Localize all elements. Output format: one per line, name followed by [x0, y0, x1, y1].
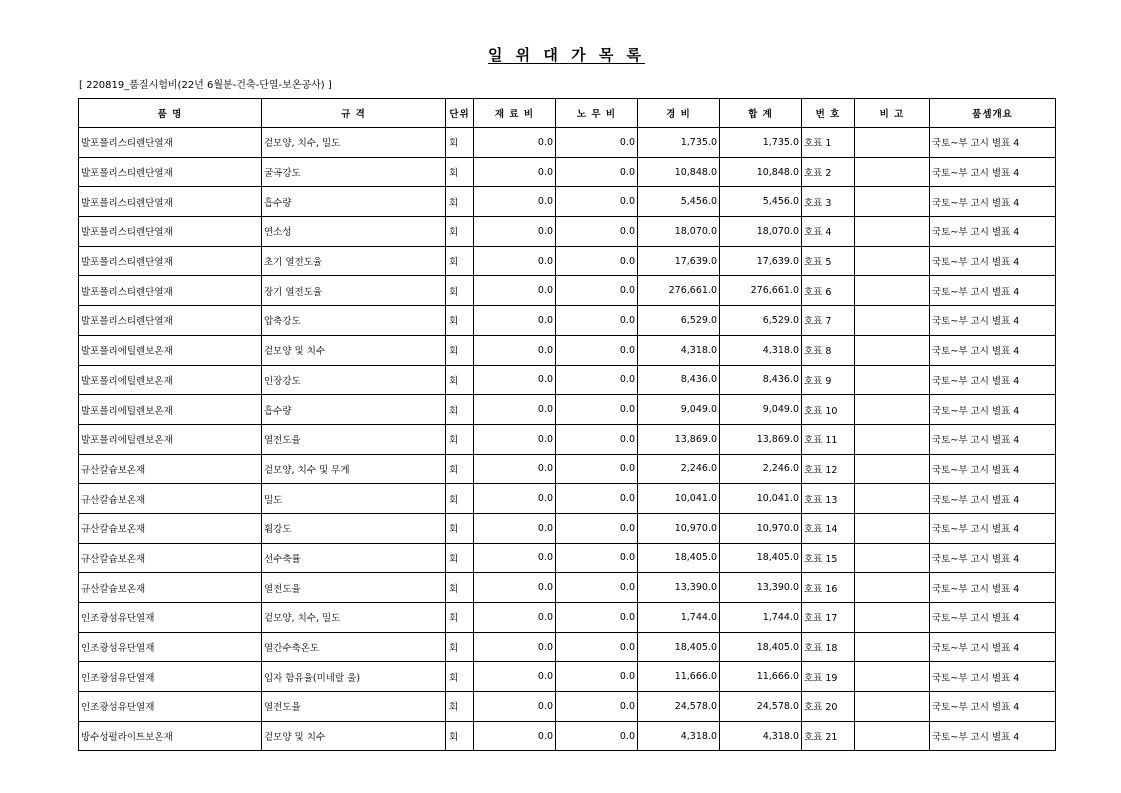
cell-number: 호표 20	[802, 692, 855, 722]
cell-spec: 연소성	[262, 217, 446, 247]
cell-spec: 입자 함유율(미네랄 울)	[262, 662, 446, 692]
cell-labor: 0.0	[556, 543, 638, 573]
cell-total: 6,529.0	[720, 306, 802, 336]
cell-total: 4,318.0	[720, 721, 802, 751]
cell-expense: 13,390.0	[638, 573, 720, 603]
cell-total: 11,666.0	[720, 662, 802, 692]
cell-spec: 겉모양 및 치수	[262, 721, 446, 751]
cell-name: 발포폴리스티렌단열재	[79, 157, 262, 187]
cell-total: 4,318.0	[720, 335, 802, 365]
cell-unit: 회	[446, 513, 474, 543]
cell-labor: 0.0	[556, 157, 638, 187]
cell-name: 발포폴리스티렌단열재	[79, 128, 262, 158]
cell-unit: 회	[446, 662, 474, 692]
table-row	[79, 157, 1056, 187]
cell-number: 호표 17	[802, 603, 855, 633]
cell-material: 0.0	[474, 513, 556, 543]
table-row	[79, 276, 1056, 306]
header-total: 합 계	[720, 99, 802, 128]
cell-number: 호표 13	[802, 484, 855, 514]
cell-spec: 흡수량	[262, 395, 446, 425]
cell-total: 18,405.0	[720, 543, 802, 573]
cell-total: 10,848.0	[720, 157, 802, 187]
cell-expense: 4,318.0	[638, 721, 720, 751]
cell-name: 규산칼슘보온재	[79, 513, 262, 543]
cell-unit: 회	[446, 692, 474, 722]
cell-basis: 국토~부 고시 별표 4	[930, 306, 1056, 336]
cell-expense: 11,666.0	[638, 662, 720, 692]
cell-name: 규산칼슘보온재	[79, 543, 262, 573]
cell-number: 호표 1	[802, 128, 855, 158]
cell-basis: 국토~부 고시 별표 4	[930, 335, 1056, 365]
cell-unit: 회	[446, 157, 474, 187]
cell-name: 발포폴리스티렌단열재	[79, 246, 262, 276]
cell-spec: 열전도율	[262, 573, 446, 603]
table-row	[79, 721, 1056, 751]
cell-total: 1,744.0	[720, 603, 802, 633]
cell-unit: 회	[446, 632, 474, 662]
cell-remark	[855, 335, 930, 365]
cell-material: 0.0	[474, 662, 556, 692]
table-row	[79, 573, 1056, 603]
cell-total: 2,246.0	[720, 454, 802, 484]
cell-unit: 회	[446, 128, 474, 158]
header-unit: 단위	[446, 99, 474, 128]
table-body	[79, 128, 1056, 751]
cell-basis: 국토~부 고시 별표 4	[930, 365, 1056, 395]
cell-labor: 0.0	[556, 395, 638, 425]
cell-expense: 10,041.0	[638, 484, 720, 514]
cell-material: 0.0	[474, 217, 556, 247]
cell-name: 방수성펄라이트보온재	[79, 721, 262, 751]
cell-spec: 초기 열전도율	[262, 246, 446, 276]
cell-total: 276,661.0	[720, 276, 802, 306]
cell-total: 1,735.0	[720, 128, 802, 158]
cell-expense: 1,735.0	[638, 128, 720, 158]
cell-material: 0.0	[474, 335, 556, 365]
table-row	[79, 484, 1056, 514]
cell-material: 0.0	[474, 543, 556, 573]
cell-material: 0.0	[474, 721, 556, 751]
header-expense: 경 비	[638, 99, 720, 128]
cell-expense: 276,661.0	[638, 276, 720, 306]
cell-spec: 인장강도	[262, 365, 446, 395]
page-title-text: 일 위 대 가 목 록	[487, 46, 646, 64]
cell-labor: 0.0	[556, 276, 638, 306]
table-row	[79, 513, 1056, 543]
cell-number: 호표 19	[802, 662, 855, 692]
cell-remark	[855, 454, 930, 484]
cell-spec: 열전도율	[262, 692, 446, 722]
cell-unit: 회	[446, 454, 474, 484]
table-row	[79, 335, 1056, 365]
cell-labor: 0.0	[556, 365, 638, 395]
cell-basis: 국토~부 고시 별표 4	[930, 157, 1056, 187]
cell-remark	[855, 246, 930, 276]
cell-unit: 회	[446, 424, 474, 454]
cell-name: 인조광섬유단열재	[79, 603, 262, 633]
cell-unit: 회	[446, 335, 474, 365]
cell-basis: 국토~부 고시 별표 4	[930, 246, 1056, 276]
cell-expense: 1,744.0	[638, 603, 720, 633]
cell-number: 호표 16	[802, 573, 855, 603]
cell-number: 호표 6	[802, 276, 855, 306]
cell-unit: 회	[446, 276, 474, 306]
cell-name: 발포폴리스티렌단열재	[79, 276, 262, 306]
cell-remark	[855, 217, 930, 247]
cell-expense: 10,970.0	[638, 513, 720, 543]
cell-basis: 국토~부 고시 별표 4	[930, 217, 1056, 247]
cell-number: 호표 10	[802, 395, 855, 425]
cell-spec: 열간수축온도	[262, 632, 446, 662]
cell-name: 발포폴리에틸렌보온재	[79, 335, 262, 365]
cell-expense: 10,848.0	[638, 157, 720, 187]
table-row	[79, 692, 1056, 722]
cell-labor: 0.0	[556, 128, 638, 158]
cell-labor: 0.0	[556, 662, 638, 692]
cell-labor: 0.0	[556, 603, 638, 633]
cell-name: 발포폴리스티렌단열재	[79, 187, 262, 217]
cell-remark	[855, 513, 930, 543]
cell-spec: 굴곡강도	[262, 157, 446, 187]
cell-name: 인조광섬유단열재	[79, 692, 262, 722]
cell-expense: 18,070.0	[638, 217, 720, 247]
table-row	[79, 632, 1056, 662]
unit-price-table	[78, 98, 1056, 751]
cell-name: 규산칼슘보온재	[79, 573, 262, 603]
cell-spec: 열전도율	[262, 424, 446, 454]
cell-number: 호표 21	[802, 721, 855, 751]
cell-labor: 0.0	[556, 335, 638, 365]
cell-labor: 0.0	[556, 632, 638, 662]
table-row	[79, 395, 1056, 425]
cell-spec: 선수축률	[262, 543, 446, 573]
header-labor: 노 무 비	[556, 99, 638, 128]
cell-expense: 8,436.0	[638, 365, 720, 395]
cell-labor: 0.0	[556, 692, 638, 722]
header-spec: 규 격	[262, 99, 446, 128]
cell-basis: 국토~부 고시 별표 4	[930, 543, 1056, 573]
cell-material: 0.0	[474, 187, 556, 217]
header-name: 품 명	[79, 99, 262, 128]
table-row	[79, 365, 1056, 395]
cell-spec: 겉모양, 치수, 밀도	[262, 128, 446, 158]
cell-remark	[855, 632, 930, 662]
cell-spec: 압축강도	[262, 306, 446, 336]
header-number: 번 호	[802, 99, 855, 128]
cell-unit: 회	[446, 395, 474, 425]
cell-remark	[855, 543, 930, 573]
cell-basis: 국토~부 고시 별표 4	[930, 573, 1056, 603]
cell-name: 발포폴리스티렌단열재	[79, 217, 262, 247]
cell-basis: 국토~부 고시 별표 4	[930, 276, 1056, 306]
table-row	[79, 246, 1056, 276]
cell-number: 호표 18	[802, 632, 855, 662]
table-row	[79, 424, 1056, 454]
cell-number: 호표 15	[802, 543, 855, 573]
cell-basis: 국토~부 고시 별표 4	[930, 721, 1056, 751]
cell-expense: 17,639.0	[638, 246, 720, 276]
table-row	[79, 306, 1056, 336]
cell-material: 0.0	[474, 692, 556, 722]
cell-basis: 국토~부 고시 별표 4	[930, 662, 1056, 692]
document-subtitle: [ 220819_품질시험비(22년 6월분-건축-단열-보온공사) ]	[79, 80, 332, 91]
cell-material: 0.0	[474, 603, 556, 633]
cell-spec: 밀도	[262, 484, 446, 514]
cell-total: 17,639.0	[720, 246, 802, 276]
cell-remark	[855, 424, 930, 454]
header-remark: 비 고	[855, 99, 930, 128]
cell-material: 0.0	[474, 454, 556, 484]
cell-unit: 회	[446, 603, 474, 633]
cell-name: 규산칼슘보온재	[79, 484, 262, 514]
cell-expense: 13,869.0	[638, 424, 720, 454]
cell-number: 호표 9	[802, 365, 855, 395]
cell-expense: 2,246.0	[638, 454, 720, 484]
cell-total: 9,049.0	[720, 395, 802, 425]
cell-expense: 24,578.0	[638, 692, 720, 722]
cell-unit: 회	[446, 721, 474, 751]
cell-number: 호표 7	[802, 306, 855, 336]
cell-total: 10,970.0	[720, 513, 802, 543]
cell-name: 규산칼슘보온재	[79, 454, 262, 484]
table-row	[79, 454, 1056, 484]
cell-remark	[855, 128, 930, 158]
cell-total: 8,436.0	[720, 365, 802, 395]
cell-spec: 겉모양, 치수 및 무게	[262, 454, 446, 484]
cell-total: 10,041.0	[720, 484, 802, 514]
cell-basis: 국토~부 고시 별표 4	[930, 128, 1056, 158]
cell-basis: 국토~부 고시 별표 4	[930, 454, 1056, 484]
cell-basis: 국토~부 고시 별표 4	[930, 632, 1056, 662]
cell-material: 0.0	[474, 573, 556, 603]
cell-spec: 장기 열전도율	[262, 276, 446, 306]
cell-material: 0.0	[474, 246, 556, 276]
cell-basis: 국토~부 고시 별표 4	[930, 424, 1056, 454]
cell-expense: 18,405.0	[638, 543, 720, 573]
cell-number: 호표 8	[802, 335, 855, 365]
cell-number: 호표 3	[802, 187, 855, 217]
cell-labor: 0.0	[556, 454, 638, 484]
cell-remark	[855, 395, 930, 425]
cell-spec: 겉모양 및 치수	[262, 335, 446, 365]
cell-name: 발포폴리에틸렌보온재	[79, 424, 262, 454]
cell-remark	[855, 484, 930, 514]
cell-remark	[855, 662, 930, 692]
cell-labor: 0.0	[556, 484, 638, 514]
cell-name: 인조광섬유단열재	[79, 662, 262, 692]
cell-expense: 5,456.0	[638, 187, 720, 217]
cell-unit: 회	[446, 484, 474, 514]
cell-unit: 회	[446, 543, 474, 573]
header-material: 재 료 비	[474, 99, 556, 128]
cell-remark	[855, 365, 930, 395]
cell-basis: 국토~부 고시 별표 4	[930, 187, 1056, 217]
cell-expense: 4,318.0	[638, 335, 720, 365]
cell-basis: 국토~부 고시 별표 4	[930, 513, 1056, 543]
cell-expense: 6,529.0	[638, 306, 720, 336]
cell-unit: 회	[446, 365, 474, 395]
cell-number: 호표 4	[802, 217, 855, 247]
cell-remark	[855, 157, 930, 187]
cell-labor: 0.0	[556, 721, 638, 751]
cell-labor: 0.0	[556, 187, 638, 217]
cell-unit: 회	[446, 573, 474, 603]
cell-remark	[855, 573, 930, 603]
table-row	[79, 128, 1056, 158]
cell-material: 0.0	[474, 157, 556, 187]
cell-name: 발포폴리스티렌단열재	[79, 306, 262, 336]
cell-unit: 회	[446, 187, 474, 217]
cell-total: 18,405.0	[720, 632, 802, 662]
cell-number: 호표 11	[802, 424, 855, 454]
cell-expense: 18,405.0	[638, 632, 720, 662]
cell-total: 5,456.0	[720, 187, 802, 217]
cell-material: 0.0	[474, 306, 556, 336]
cell-total: 18,070.0	[720, 217, 802, 247]
cell-total: 24,578.0	[720, 692, 802, 722]
cell-name: 발포폴리에틸렌보온재	[79, 365, 262, 395]
cell-basis: 국토~부 고시 별표 4	[930, 484, 1056, 514]
cell-number: 호표 12	[802, 454, 855, 484]
cell-spec: 겉모양, 치수, 밀도	[262, 603, 446, 633]
table-header-row	[79, 99, 1056, 128]
cell-expense: 9,049.0	[638, 395, 720, 425]
cell-unit: 회	[446, 217, 474, 247]
table-row	[79, 662, 1056, 692]
cell-number: 호표 2	[802, 157, 855, 187]
cell-labor: 0.0	[556, 217, 638, 247]
cell-labor: 0.0	[556, 513, 638, 543]
cell-remark	[855, 692, 930, 722]
header-basis: 품셈개요	[930, 99, 1056, 128]
cell-name: 발포폴리에틸렌보온재	[79, 395, 262, 425]
cell-basis: 국토~부 고시 별표 4	[930, 395, 1056, 425]
cell-name: 인조광섬유단열재	[79, 632, 262, 662]
cell-material: 0.0	[474, 395, 556, 425]
cell-remark	[855, 276, 930, 306]
cell-remark	[855, 306, 930, 336]
cell-labor: 0.0	[556, 306, 638, 336]
cell-spec: 휨강도	[262, 513, 446, 543]
cell-material: 0.0	[474, 276, 556, 306]
cell-material: 0.0	[474, 424, 556, 454]
cell-basis: 국토~부 고시 별표 4	[930, 603, 1056, 633]
cell-number: 호표 14	[802, 513, 855, 543]
cell-spec: 흡수량	[262, 187, 446, 217]
cell-total: 13,869.0	[720, 424, 802, 454]
cell-material: 0.0	[474, 365, 556, 395]
cell-number: 호표 5	[802, 246, 855, 276]
cell-remark	[855, 721, 930, 751]
cell-unit: 회	[446, 306, 474, 336]
table-row	[79, 187, 1056, 217]
cell-remark	[855, 603, 930, 633]
cell-labor: 0.0	[556, 424, 638, 454]
table-row	[79, 217, 1056, 247]
cell-unit: 회	[446, 246, 474, 276]
cell-remark	[855, 187, 930, 217]
cell-total: 13,390.0	[720, 573, 802, 603]
cell-material: 0.0	[474, 484, 556, 514]
table-row	[79, 543, 1056, 573]
cell-material: 0.0	[474, 128, 556, 158]
page-title	[0, 44, 1121, 65]
table-row	[79, 603, 1056, 633]
cell-labor: 0.0	[556, 573, 638, 603]
cell-material: 0.0	[474, 632, 556, 662]
cell-labor: 0.0	[556, 246, 638, 276]
cell-basis: 국토~부 고시 별표 4	[930, 692, 1056, 722]
